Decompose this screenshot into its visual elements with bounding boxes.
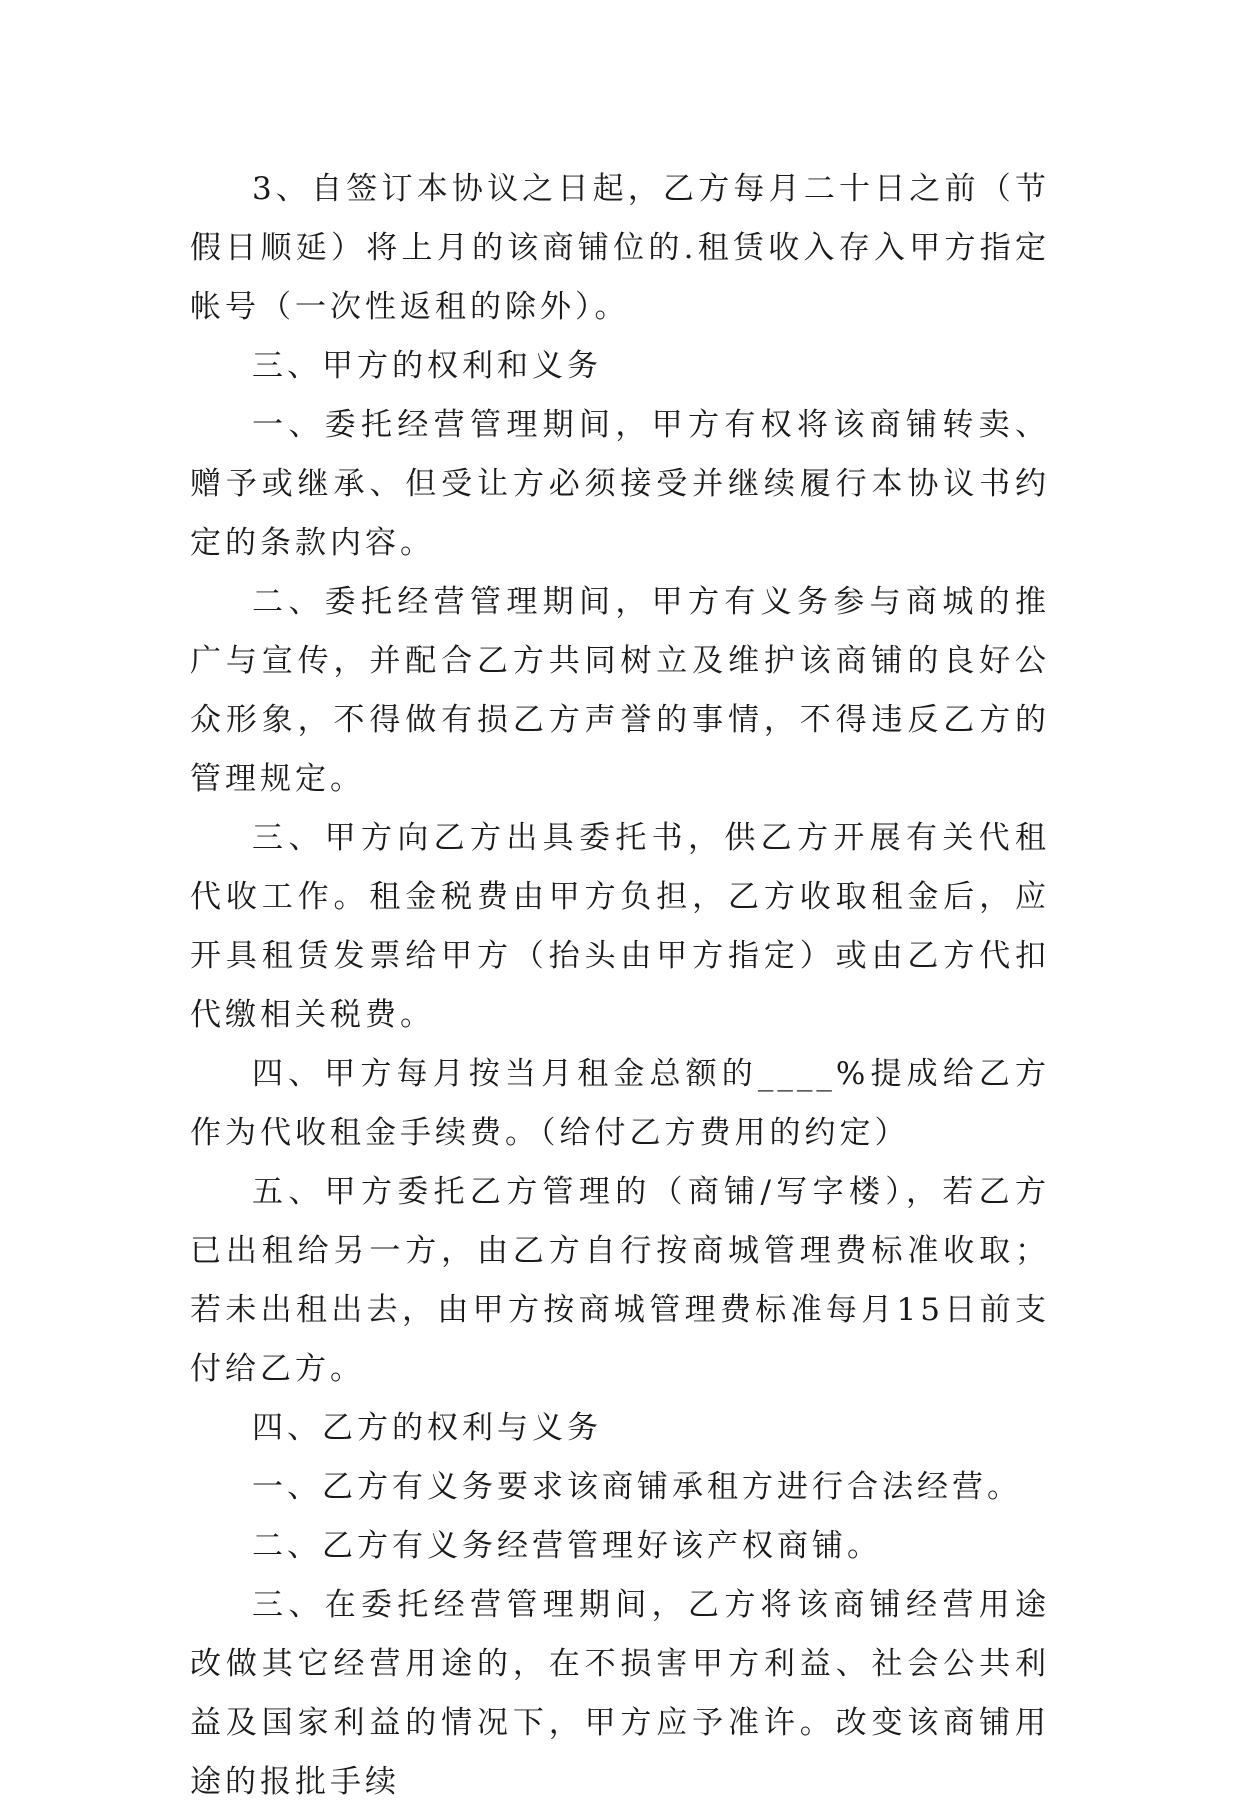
party-a-clause-5: 五、甲方委托乙方管理的（商铺/写字楼），若乙方已出租给另一方，由乙方自行按商城管理费标准收取；若未出租出去，由甲方按商城管理费标准每月15日前支付给乙方。 (190, 1174, 1050, 1387)
party-a-clause-4: 四、甲方每月按当月租金总额的____%提成给乙方作为代收租金手续费。（给付乙方费用的约定） (190, 1056, 1050, 1151)
party-a-clause-1: 一、委托经营管理期间，甲方有权将该商铺转卖、赠予或继承、但受让方必须接受并继续履行本协议书约定的条款内容。 (190, 407, 1050, 561)
party-a-clause-3: 三、甲方向乙方出具委托书，供乙方开展有关代租代收工作。租金税费由甲方负担，乙方收取租金后，应开具租赁发票给甲方（抬头由甲方指定）或由乙方代扣代缴相关税费。 (190, 820, 1050, 1033)
party-a-clause-2: 二、委托经营管理期间，甲方有义务参与商城的推广与宣传，并配合乙方共同树立及维护该商铺的良好公众形象，不得做有损乙方声誉的事情，不得违反乙方的管理规定。 (190, 584, 1050, 797)
party-b-clause-1: 一、乙方有义务要求该商铺承租方进行合法经营。 (252, 1469, 1022, 1505)
section-heading-party-b-rights: 四、乙方的权利与义务 (252, 1410, 602, 1446)
section-heading-party-a-rights: 三、甲方的权利和义务 (252, 348, 602, 384)
party-b-clause-2: 二、乙方有义务经营管理好该产权商铺。 (252, 1528, 882, 1564)
party-b-clause-3: 三、在委托经营管理期间，乙方将该商铺经营用途改做其它经营用途的，在不损害甲方利益、社会公共利益及国家利益的情况下，甲方应予准许。改变该商铺用途的报批手续 (190, 1587, 1050, 1800)
document-body (190, 160, 1050, 1812)
clause-3-rent-deposit: 3、自签订本协议之日起，乙方每月二十日之前（节假日顺延）将上月的该商铺位的.租赁收入存入甲方指定帐号（一次性返租的除外）。 (190, 171, 1050, 325)
